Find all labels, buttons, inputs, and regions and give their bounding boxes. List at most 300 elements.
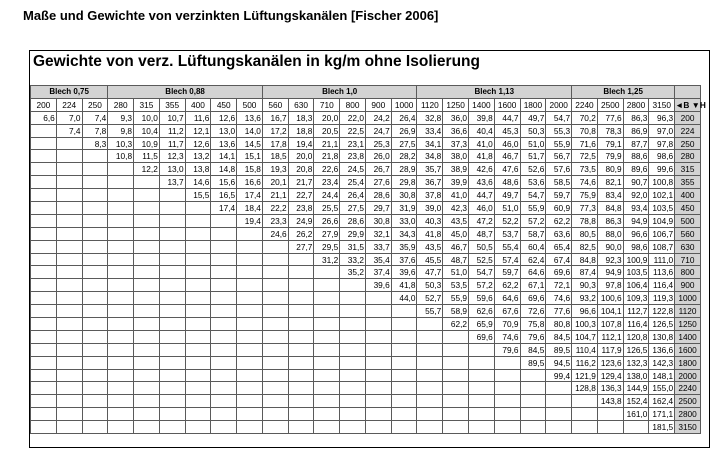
weight-cell	[56, 214, 82, 227]
weight-cell	[56, 395, 82, 408]
weight-cell: 39,9	[443, 176, 469, 189]
weight-cell: 36,6	[443, 124, 469, 137]
weight-cell: 87,7	[623, 137, 649, 150]
weight-cell: 64,6	[520, 266, 546, 279]
weight-cell: 98,6	[623, 240, 649, 253]
weight-cell: 83,4	[597, 189, 623, 202]
weight-cell: 94,5	[546, 356, 572, 369]
table-row	[31, 279, 701, 292]
weight-cell	[520, 421, 546, 434]
weight-cell: 72,5	[572, 150, 598, 163]
weight-cell	[31, 343, 57, 356]
weight-cell	[159, 395, 185, 408]
weight-cell: 22,7	[288, 189, 314, 202]
weight-cell: 45,0	[443, 227, 469, 240]
weight-cell	[185, 369, 211, 382]
weight-cell: 98,6	[649, 150, 675, 163]
weight-cell	[159, 253, 185, 266]
weight-cell: 15,5	[185, 189, 211, 202]
weight-cell: 69,6	[546, 266, 572, 279]
weight-cell: 56,7	[546, 150, 572, 163]
weight-cell	[56, 343, 82, 356]
width-header: 2000	[546, 98, 572, 111]
weight-cell: 99,6	[649, 163, 675, 176]
weight-cell: 136,3	[597, 382, 623, 395]
weight-cell	[391, 356, 417, 369]
weight-cell	[262, 343, 288, 356]
height-header: 400	[675, 189, 701, 202]
weight-cell: 148,1	[649, 369, 675, 382]
weight-cell	[237, 421, 263, 434]
weight-cell: 14,5	[237, 137, 263, 150]
weight-cell: 17,4	[211, 202, 237, 215]
weight-cell	[82, 253, 108, 266]
weight-cell: 104,9	[649, 214, 675, 227]
weight-cell: 26,2	[288, 227, 314, 240]
weight-cell: 79,1	[597, 137, 623, 150]
weight-cell: 32,8	[417, 111, 443, 124]
weight-cell: 77,6	[546, 305, 572, 318]
weight-cell: 99,4	[546, 369, 572, 382]
weight-cell: 20,1	[262, 176, 288, 189]
weight-cell	[31, 279, 57, 292]
weight-cell	[237, 369, 263, 382]
weight-cell	[159, 227, 185, 240]
weight-cell	[314, 266, 340, 279]
weight-cell	[108, 202, 134, 215]
weight-cell: 11,5	[134, 150, 160, 163]
weight-cell: 51,0	[520, 137, 546, 150]
weight-cell: 102,1	[649, 189, 675, 202]
sheet-group-row	[31, 86, 701, 99]
weight-cell	[108, 266, 134, 279]
weight-cell	[185, 202, 211, 215]
width-header: 315	[134, 98, 160, 111]
weight-cell	[211, 253, 237, 266]
weight-cell: 100,6	[597, 292, 623, 305]
weight-cell: 74,6	[546, 292, 572, 305]
weight-cell: 116,4	[649, 279, 675, 292]
weight-cell: 37,8	[417, 189, 443, 202]
weight-cell: 74,6	[572, 176, 598, 189]
sheet-group-header: Blech 0,75	[31, 86, 108, 99]
weight-cell: 35,9	[391, 240, 417, 253]
weight-cell: 155,0	[649, 382, 675, 395]
weight-cell	[56, 279, 82, 292]
weight-cell: 104,7	[572, 330, 598, 343]
weight-cell: 12,3	[159, 150, 185, 163]
weight-cell: 142,3	[649, 356, 675, 369]
weight-cell	[159, 214, 185, 227]
weight-cell	[520, 395, 546, 408]
weight-cell	[340, 343, 366, 356]
weight-cell: 69,6	[469, 330, 495, 343]
weight-cell: 123,6	[597, 356, 623, 369]
weight-cell	[56, 202, 82, 215]
weight-cell: 40,3	[417, 214, 443, 227]
weight-cell	[365, 395, 391, 408]
width-header: 710	[314, 98, 340, 111]
weight-cell	[31, 240, 57, 253]
weight-cell: 34,8	[417, 150, 443, 163]
weight-cell: 9,8	[108, 124, 134, 137]
width-header: 450	[211, 98, 237, 111]
weight-cell	[597, 408, 623, 421]
weight-cell	[211, 305, 237, 318]
weight-cell	[82, 356, 108, 369]
weight-cell: 106,7	[649, 227, 675, 240]
height-header: 1250	[675, 318, 701, 331]
weight-cell: 41,8	[469, 150, 495, 163]
weight-cell: 31,2	[314, 253, 340, 266]
weight-cell	[288, 330, 314, 343]
weight-cell: 39,6	[391, 266, 417, 279]
weight-cell: 55,9	[520, 202, 546, 215]
weight-cell: 152,4	[623, 395, 649, 408]
weight-cell: 12,2	[134, 163, 160, 176]
weight-cell	[314, 343, 340, 356]
weight-cell: 37,3	[443, 137, 469, 150]
weight-cell: 28,6	[340, 214, 366, 227]
height-header: 500	[675, 214, 701, 227]
weight-cell: 94,9	[623, 214, 649, 227]
weight-cell: 62,2	[443, 318, 469, 331]
weight-cell: 104,1	[597, 305, 623, 318]
weight-cell: 59,6	[469, 292, 495, 305]
weight-cell	[262, 382, 288, 395]
weight-cell	[31, 137, 57, 150]
weight-cell: 50,5	[469, 240, 495, 253]
weight-cell: 129,4	[597, 369, 623, 382]
weight-cell: 26,6	[314, 214, 340, 227]
height-header: 200	[675, 111, 701, 124]
weight-cell	[185, 305, 211, 318]
weight-cell: 71,6	[572, 137, 598, 150]
weight-cell: 86,3	[623, 111, 649, 124]
width-header: 1000	[391, 98, 417, 111]
weight-cell	[82, 150, 108, 163]
weight-cell	[288, 292, 314, 305]
weight-cell	[314, 279, 340, 292]
weight-cell	[31, 176, 57, 189]
weight-cell: 103,5	[623, 266, 649, 279]
width-header: 250	[82, 98, 108, 111]
weight-cell	[134, 421, 160, 434]
weight-cell	[108, 421, 134, 434]
weight-cell	[185, 382, 211, 395]
weight-cell: 41,0	[443, 189, 469, 202]
weight-cell	[417, 382, 443, 395]
weight-cell	[262, 395, 288, 408]
weight-cell	[237, 305, 263, 318]
weight-cell	[597, 421, 623, 434]
weight-cell: 58,7	[520, 227, 546, 240]
weight-cell	[82, 189, 108, 202]
weight-cell: 65,9	[469, 318, 495, 331]
weight-cell: 48,7	[443, 253, 469, 266]
weight-cell: 62,6	[469, 305, 495, 318]
weight-cell	[365, 292, 391, 305]
weight-cell: 46,0	[494, 137, 520, 150]
weight-cell	[520, 382, 546, 395]
weight-cell: 46,7	[443, 240, 469, 253]
weight-cell: 128,8	[572, 382, 598, 395]
weight-cell	[56, 356, 82, 369]
table-row	[31, 343, 701, 356]
weight-cell: 58,9	[443, 305, 469, 318]
weight-cell: 79,9	[597, 150, 623, 163]
weight-cell: 57,2	[469, 279, 495, 292]
weight-cell	[546, 395, 572, 408]
document-caption: Maße und Gewichte von verzinkten Lüftungskanälen [Fischer 2006]	[23, 8, 439, 23]
weight-cell	[365, 318, 391, 331]
weight-cell	[211, 330, 237, 343]
weight-cell	[134, 356, 160, 369]
weight-cell	[134, 189, 160, 202]
weight-cell	[108, 318, 134, 331]
weight-cell: 60,9	[546, 202, 572, 215]
weight-cell	[469, 369, 495, 382]
weight-cell: 13,8	[185, 163, 211, 176]
weight-cell: 80,8	[546, 318, 572, 331]
weight-cell	[82, 305, 108, 318]
height-header: 2000	[675, 369, 701, 382]
height-header: 800	[675, 266, 701, 279]
weight-cell	[469, 421, 495, 434]
weight-cell: 52,2	[494, 214, 520, 227]
width-header: 3150	[649, 98, 675, 111]
weight-cell: 73,5	[572, 163, 598, 176]
weight-cell	[365, 343, 391, 356]
weight-cell	[262, 356, 288, 369]
weight-cell: 60,4	[520, 240, 546, 253]
weight-cell	[520, 369, 546, 382]
weight-cell	[159, 408, 185, 421]
weight-cell: 11,2	[159, 124, 185, 137]
weight-cell: 47,7	[417, 266, 443, 279]
weight-cell	[31, 369, 57, 382]
weight-cell	[288, 343, 314, 356]
weight-cell: 144,9	[623, 382, 649, 395]
weight-cell: 14,8	[211, 163, 237, 176]
weight-cell: 28,2	[391, 150, 417, 163]
weight-cell: 90,7	[623, 176, 649, 189]
weight-cell: 117,9	[597, 343, 623, 356]
weight-cell	[159, 369, 185, 382]
weight-cell	[211, 395, 237, 408]
weight-cell	[211, 382, 237, 395]
weight-cell	[237, 318, 263, 331]
weight-cell	[56, 330, 82, 343]
weight-cell	[108, 330, 134, 343]
weight-cell: 26,4	[340, 189, 366, 202]
weight-cell: 33,2	[340, 253, 366, 266]
weight-cell	[262, 408, 288, 421]
weight-cell	[56, 305, 82, 318]
width-header-row	[31, 98, 701, 111]
width-header: 2800	[623, 98, 649, 111]
weight-cell: 24,2	[365, 111, 391, 124]
weight-cell: 29,9	[340, 227, 366, 240]
weight-cell	[546, 408, 572, 421]
table-row	[31, 421, 701, 434]
weight-cell	[211, 279, 237, 292]
weight-cell: 42,3	[443, 202, 469, 215]
weight-cell: 77,6	[597, 111, 623, 124]
weight-cell	[185, 292, 211, 305]
weight-cell: 46,7	[494, 150, 520, 163]
weight-cell	[31, 214, 57, 227]
weight-cell: 74,6	[494, 330, 520, 343]
weight-cell: 126,5	[623, 343, 649, 356]
weight-cell: 39,8	[469, 111, 495, 124]
weight-cell: 82,1	[597, 176, 623, 189]
weights-table	[30, 85, 706, 434]
weight-cell: 13,0	[211, 124, 237, 137]
weight-cell: 92,3	[597, 253, 623, 266]
weight-cell	[340, 382, 366, 395]
weight-cell: 13,2	[185, 150, 211, 163]
height-header: 280	[675, 150, 701, 163]
weight-cell: 53,7	[494, 227, 520, 240]
table-row	[31, 356, 701, 369]
weight-cell: 29,5	[314, 240, 340, 253]
weight-cell: 25,3	[365, 137, 391, 150]
weight-cell: 33,4	[417, 124, 443, 137]
weight-cell	[185, 240, 211, 253]
weight-cell	[185, 214, 211, 227]
weight-cell	[56, 163, 82, 176]
width-header: 355	[159, 98, 185, 111]
weight-cell	[237, 395, 263, 408]
corner-cell	[675, 86, 701, 99]
weight-cell: 24,7	[365, 124, 391, 137]
weight-cell: 40,4	[469, 124, 495, 137]
weight-cell: 57,4	[494, 253, 520, 266]
weight-cell: 109,3	[623, 292, 649, 305]
table-row	[31, 189, 701, 202]
weight-cell: 29,7	[365, 202, 391, 215]
weight-cell	[237, 382, 263, 395]
weight-cell: 13,6	[237, 111, 263, 124]
weight-cell	[108, 382, 134, 395]
weight-cell: 6,6	[31, 111, 57, 124]
weight-cell	[108, 356, 134, 369]
weight-cell: 100,8	[649, 176, 675, 189]
weight-cell	[443, 369, 469, 382]
height-header: 1600	[675, 343, 701, 356]
weight-cell	[262, 253, 288, 266]
weight-cell	[31, 266, 57, 279]
weight-cell: 181,5	[649, 421, 675, 434]
weight-cell	[134, 266, 160, 279]
weight-cell: 100,3	[572, 318, 598, 331]
weight-cell	[82, 176, 108, 189]
weight-cell	[134, 369, 160, 382]
width-header: 800	[340, 98, 366, 111]
width-header: 2240	[572, 98, 598, 111]
width-header: 400	[185, 98, 211, 111]
weight-cell: 112,1	[597, 330, 623, 343]
weight-cell	[108, 227, 134, 240]
weight-cell: 21,8	[314, 150, 340, 163]
weight-cell: 44,0	[391, 292, 417, 305]
weight-cell: 138,0	[623, 369, 649, 382]
weight-cell	[417, 330, 443, 343]
weight-cell: 97,8	[649, 137, 675, 150]
weight-cell	[314, 382, 340, 395]
weight-cell	[185, 408, 211, 421]
weight-cell: 72,1	[546, 279, 572, 292]
height-header: 450	[675, 202, 701, 215]
weight-cell: 14,1	[211, 150, 237, 163]
weight-cell	[391, 395, 417, 408]
weight-cell: 47,6	[494, 163, 520, 176]
weight-cell	[623, 421, 649, 434]
weight-cell: 80,9	[597, 163, 623, 176]
height-header: 224	[675, 124, 701, 137]
weight-cell: 55,3	[546, 124, 572, 137]
weight-cell	[108, 214, 134, 227]
width-header: 1250	[443, 98, 469, 111]
weight-cell	[391, 330, 417, 343]
weight-cell: 26,7	[365, 163, 391, 176]
weight-cell	[288, 318, 314, 331]
weight-cell: 84,5	[520, 343, 546, 356]
table-heading: Gewichte von verz. Lüftungskanälen in kg/m ohne Isolierung	[33, 53, 480, 70]
weight-cell	[82, 421, 108, 434]
weight-cell: 35,7	[417, 163, 443, 176]
weight-cell	[469, 408, 495, 421]
weight-cell	[288, 253, 314, 266]
weight-cell: 121,9	[572, 369, 598, 382]
weight-cell: 19,4	[288, 137, 314, 150]
weight-cell: 136,6	[649, 343, 675, 356]
weight-cell	[417, 356, 443, 369]
weight-cell: 10,9	[134, 137, 160, 150]
weight-cell	[314, 369, 340, 382]
weight-cell	[237, 279, 263, 292]
weight-cell	[443, 356, 469, 369]
weight-cell: 93,4	[623, 202, 649, 215]
axis-label: ◄B ▼H	[675, 99, 706, 110]
weight-cell	[108, 305, 134, 318]
weight-cell: 10,0	[134, 111, 160, 124]
weight-cell	[314, 318, 340, 331]
height-header: 710	[675, 253, 701, 266]
weight-cell: 49,7	[494, 189, 520, 202]
weight-cell: 90,0	[597, 240, 623, 253]
weight-cell	[237, 253, 263, 266]
weight-cell	[134, 408, 160, 421]
weight-cell	[31, 202, 57, 215]
weight-cell	[237, 240, 263, 253]
weight-cell	[314, 305, 340, 318]
weight-cell	[82, 318, 108, 331]
weight-cell	[443, 382, 469, 395]
weight-cell: 17,8	[262, 137, 288, 150]
weight-cell	[56, 318, 82, 331]
weight-cell	[185, 253, 211, 266]
weight-cell	[56, 227, 82, 240]
weight-cell	[494, 408, 520, 421]
weight-cell: 20,0	[314, 111, 340, 124]
weight-cell	[288, 369, 314, 382]
weight-cell: 12,6	[185, 137, 211, 150]
height-header: 1800	[675, 356, 701, 369]
weight-cell: 42,6	[469, 163, 495, 176]
weight-cell: 16,6	[237, 176, 263, 189]
